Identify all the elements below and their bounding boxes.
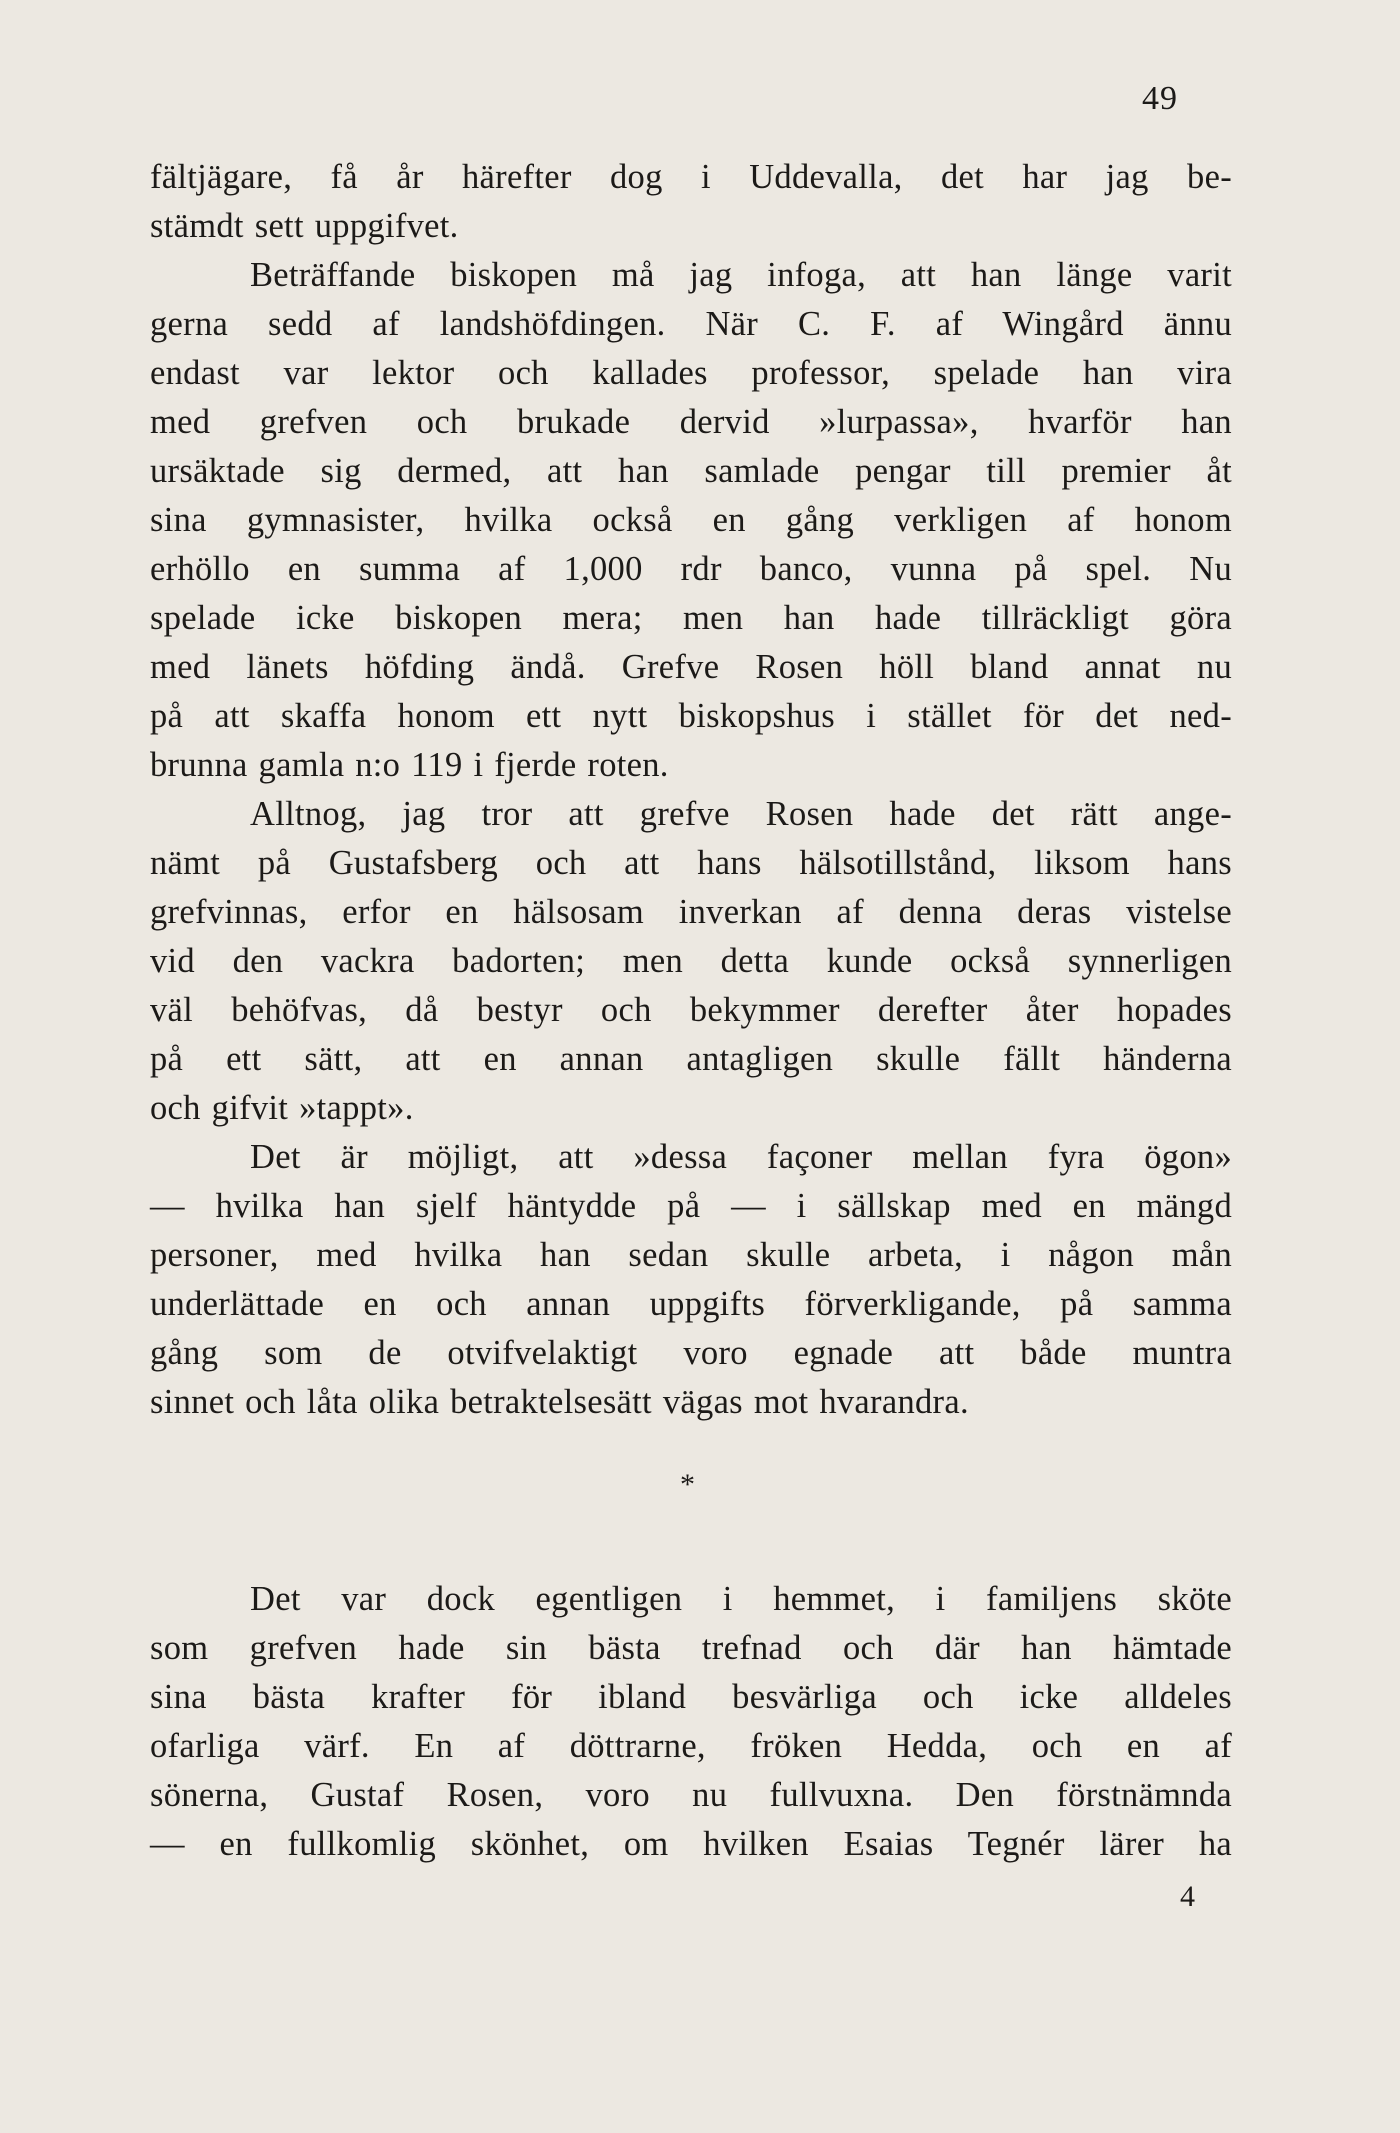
text-line: stämdt sett uppgifvet. [150,207,459,245]
text-line: brunna gamla n:o 119 i fjerde roten. [150,746,669,784]
text-line: underlättade en och annan uppgifts förverkligande, på samma [150,1285,1232,1323]
text-line: sina gymnasister, hvilka också en gång verkligen af honom [150,501,1232,539]
text-line: sönerna, Gustaf Rosen, voro nu fullvuxna. Den förstnämnda [150,1776,1232,1814]
text-line: spelade icke biskopen mera; men han hade tillräckligt göra [150,599,1232,637]
paragraph-start-line: Beträffande biskopen må jag infoga, att han länge varit [250,256,1232,294]
text-line: med grefven och brukade dervid »lurpassa», hvarför han [150,403,1232,441]
text-line: personer, med hvilka han sedan skulle arbeta, i någon mån [150,1236,1232,1274]
paragraph-start-line: Alltnog, jag tror att grefve Rosen hade det rätt ange- [250,795,1232,833]
text-line: endast var lektor och kallades professor, spelade han vira [150,354,1232,392]
text-line: erhöllo en summa af 1,000 rdr banco, vunna på spel. Nu [150,550,1232,588]
text-line: ursäktade sig dermed, att han samlade pengar till premier åt [150,452,1232,490]
text-line: gerna sedd af landshöfdingen. När C. F. af Wingård ännu [150,305,1232,343]
section-divider-asterisk: * [680,1468,695,1501]
text-line: ofarliga värf. En af döttrarne, fröken Hedda, och en af [150,1727,1232,1765]
text-line: grefvinnas, erfor en hälsosam inverkan af denna deras vistelse [150,893,1232,931]
text-line: med länets höfding ändå. Grefve Rosen höll bland annat nu [150,648,1232,686]
text-line: gång som de otvifvelaktigt voro egnade att både muntra [150,1334,1232,1372]
paragraph-start-line: Det var dock egentligen i hemmet, i familjens sköte [250,1580,1232,1618]
text-line: nämt på Gustafsberg och att hans hälsotillstånd, liksom hans [150,844,1232,882]
page-number: 49 [1142,80,1178,117]
text-line: sinnet och låta olika betraktelsesätt vägas mot hvarandra. [150,1383,969,1421]
text-line: och gifvit »tappt». [150,1089,414,1127]
text-line: som grefven hade sin bästa trefnad och där han hämtade [150,1629,1232,1667]
text-line: på ett sätt, att en annan antagligen skulle fällt händerna [150,1040,1232,1078]
text-line: på att skaffa honom ett nytt biskopshus i stället för det ned- [150,697,1232,735]
text-line: — en fullkomlig skönhet, om hvilken Esaias Tegnér lärer ha [150,1825,1232,1863]
text-line: vid den vackra badorten; men detta kunde också synnerligen [150,942,1232,980]
text-line: väl behöfvas, då bestyr och bekymmer derefter åter hopades [150,991,1232,1029]
second-text-block [150,1575,1232,1869]
text-line: fältjägare, få år härefter dog i Uddevalla, det har jag be- [150,158,1232,196]
printer-signature-mark: 4 [1180,1880,1195,1913]
paragraph-start-line: Det är möjligt, att »dessa façoner mellan fyra ögon» [250,1138,1232,1176]
main-text-block [150,153,1232,1427]
text-line: — hvilka han sjelf häntydde på — i sällskap med en mängd [150,1187,1232,1225]
text-line: sina bästa krafter för ibland besvärliga och icke alldeles [150,1678,1232,1716]
